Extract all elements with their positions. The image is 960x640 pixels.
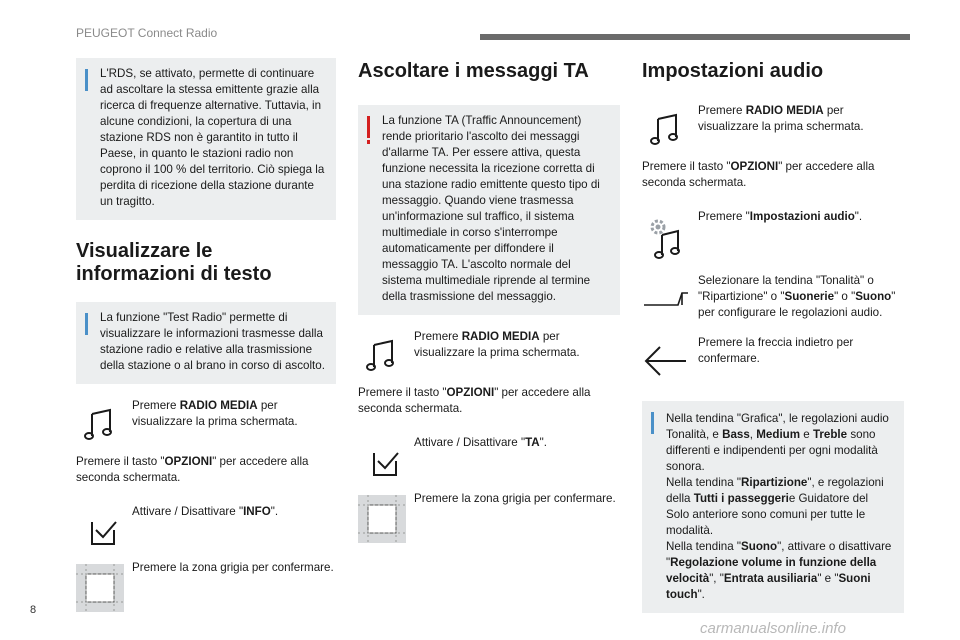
info-marker-icon bbox=[651, 412, 654, 434]
section-heading: Visualizzare le informazioni di testo bbox=[76, 240, 272, 285]
step-text: Selezionare la tendina "Tonalità" o "Ripartizione" o " bbox=[698, 274, 874, 303]
note-text: La funzione TA (Traffic Announcement) rende prioritario l'ascolto dei messaggi d'allarme TA. Per essere attiva, questa funzione necessita la ricezione corretta di una stazione radio emittente questo tipo di messaggio. Quando viene trasmessa un'informazione sul traffico, il sistema multimediale in corso s'interrompe automaticamente per diffondere il messaggio TA. L'ascolto normale del sistema multimediale riprende al termine della trasmissione del messaggio. bbox=[382, 114, 600, 303]
checkbox-icon bbox=[76, 508, 124, 550]
checkbox-icon bbox=[358, 439, 406, 481]
warning-note-ta bbox=[358, 105, 620, 315]
step-select-tab bbox=[642, 273, 904, 321]
step-audio-settings bbox=[642, 209, 904, 259]
music-note-icon bbox=[642, 107, 690, 149]
note-text: , bbox=[749, 428, 757, 441]
note-text: ", attivare o disattivare " bbox=[666, 540, 892, 569]
note-bold: Ripartizione bbox=[741, 476, 808, 489]
grey-zone-icon bbox=[76, 564, 124, 606]
header-title: PEUGEOT Connect Radio bbox=[76, 26, 218, 40]
step-toggle-info bbox=[76, 504, 336, 546]
step-text: ". bbox=[270, 505, 279, 518]
note-text: ", e regolazioni della bbox=[666, 476, 884, 505]
note-text: sono differenti e indipendenti per ogni modalità sonora. bbox=[666, 428, 878, 473]
note-text: L'RDS, se attivato, permette di continuare ad ascoltare la stessa emittente grazie alla ricerca di frequenze alternative. Tuttavia, in alcune condizioni, la copertura di una stazione RDS non è garantito in tutto il Paese, in quanto le stazioni radio non coprono il 100 % del territorio. Ciò spiega la perdita di ricezione della stazione durante un tragitto. bbox=[100, 67, 325, 208]
note-bold: Bass bbox=[722, 428, 750, 441]
step-text: per visualizzare la prima schermata. bbox=[132, 399, 298, 428]
step-back-arrow bbox=[642, 335, 904, 377]
para-bold: OPZIONI bbox=[730, 160, 779, 173]
options-paragraph bbox=[76, 454, 336, 486]
music-note-icon bbox=[358, 333, 406, 375]
step-text: per visualizzare la prima schermata. bbox=[414, 330, 580, 359]
warning-dot-icon bbox=[367, 140, 370, 144]
note-text: " e " bbox=[817, 572, 839, 585]
step-text: Premere la zona grigia per confermare. bbox=[414, 492, 616, 505]
step-bold: INFO bbox=[243, 505, 271, 518]
page-header bbox=[0, 0, 960, 44]
step-bold: TA bbox=[525, 436, 540, 449]
note-bold: Entrata ausiliaria bbox=[723, 572, 818, 585]
note-bold: Treble bbox=[812, 428, 848, 441]
para-bold: OPZIONI bbox=[164, 455, 213, 468]
step-radio-media bbox=[642, 103, 904, 145]
step-grey-zone bbox=[358, 491, 620, 533]
step-text: Premere " bbox=[698, 210, 750, 223]
note-text: e bbox=[800, 428, 813, 441]
info-note-text-radio bbox=[76, 302, 336, 384]
options-paragraph bbox=[642, 159, 904, 191]
step-bold: RADIO MEDIA bbox=[179, 399, 258, 412]
music-note-icon bbox=[76, 402, 124, 444]
column-1 bbox=[76, 58, 336, 616]
step-text: Premere bbox=[698, 104, 746, 117]
step-bold: Suono bbox=[855, 290, 892, 303]
step-grey-zone bbox=[76, 560, 336, 602]
note-bold: Regolazione volume in funzione della velocità bbox=[666, 556, 877, 585]
step-text: " per configurare le regolazioni audio. bbox=[698, 290, 896, 319]
note-bold: Tutti i passeggeri bbox=[693, 492, 789, 505]
step-text: Premere la zona grigia per confermare. bbox=[132, 561, 334, 574]
step-text: per visualizzare la prima schermata. bbox=[698, 104, 864, 133]
note-text: ", " bbox=[709, 572, 724, 585]
note-text: e Guidatore del Solo anteriore sono comuni per tutte le modalità. bbox=[666, 492, 869, 537]
options-paragraph bbox=[358, 385, 620, 417]
grey-zone-icon bbox=[358, 495, 406, 537]
step-bold: Suonerie bbox=[784, 290, 835, 303]
step-text: Attivare / Disattivare " bbox=[414, 436, 526, 449]
step-text: Premere bbox=[414, 330, 462, 343]
para-text: " per accedere alla seconda schermata. bbox=[76, 455, 309, 484]
para-text: " per accedere alla seconda schermata. bbox=[642, 160, 875, 189]
warning-marker-icon bbox=[367, 116, 370, 138]
column-2 bbox=[358, 58, 620, 547]
step-radio-media bbox=[76, 398, 336, 440]
note-text: Nella tendina " bbox=[666, 476, 742, 489]
info-note-rds bbox=[76, 58, 336, 220]
para-text: Premere il tasto " bbox=[358, 386, 447, 399]
step-text: ". bbox=[539, 436, 548, 449]
step-toggle-ta bbox=[358, 435, 620, 477]
step-bold: RADIO MEDIA bbox=[745, 104, 824, 117]
note-bold: Medium bbox=[756, 428, 801, 441]
step-text: ". bbox=[854, 210, 863, 223]
step-text: Premere bbox=[132, 399, 180, 412]
back-arrow-icon bbox=[642, 339, 690, 381]
para-text: Premere il tasto " bbox=[642, 160, 731, 173]
step-text: Premere la freccia indietro per confermare. bbox=[698, 336, 854, 365]
para-text: Premere il tasto " bbox=[76, 455, 165, 468]
para-text: " per accedere alla seconda schermata. bbox=[358, 386, 591, 415]
section-heading: Impostazioni audio bbox=[642, 60, 824, 82]
section-heading: Ascoltare i messaggi TA bbox=[358, 60, 589, 82]
note-bold: Suono bbox=[741, 540, 778, 553]
step-bold: Impostazioni audio bbox=[749, 210, 855, 223]
header-bar bbox=[480, 34, 910, 40]
step-bold: RADIO MEDIA bbox=[461, 330, 540, 343]
note-text: Nella tendina " bbox=[666, 540, 742, 553]
info-note-audio bbox=[642, 401, 904, 613]
para-bold: OPZIONI bbox=[446, 386, 495, 399]
note-bold: Suoni touch bbox=[666, 572, 871, 601]
info-marker-icon bbox=[85, 69, 88, 91]
info-marker-icon bbox=[85, 313, 88, 335]
page-number: 8 bbox=[30, 604, 37, 616]
watermark: carmanualsonline.info bbox=[700, 620, 846, 637]
note-text: La funzione "Test Radio" permette di visualizzare le informazioni trasmesse dalla stazione radio e relative alla trasmissione della stazione o al brano in corso di ascolto. bbox=[100, 311, 325, 372]
note-text: Nella tendina "Grafica", le regolazioni audio Tonalità, e bbox=[666, 412, 889, 441]
column-3 bbox=[642, 58, 904, 627]
tab-icon bbox=[642, 277, 690, 319]
note-text: ". bbox=[697, 588, 705, 601]
step-radio-media bbox=[358, 329, 620, 371]
step-text: " o " bbox=[834, 290, 856, 303]
step-text: Attivare / Disattivare " bbox=[132, 505, 244, 518]
settings-music-icon bbox=[642, 213, 690, 255]
